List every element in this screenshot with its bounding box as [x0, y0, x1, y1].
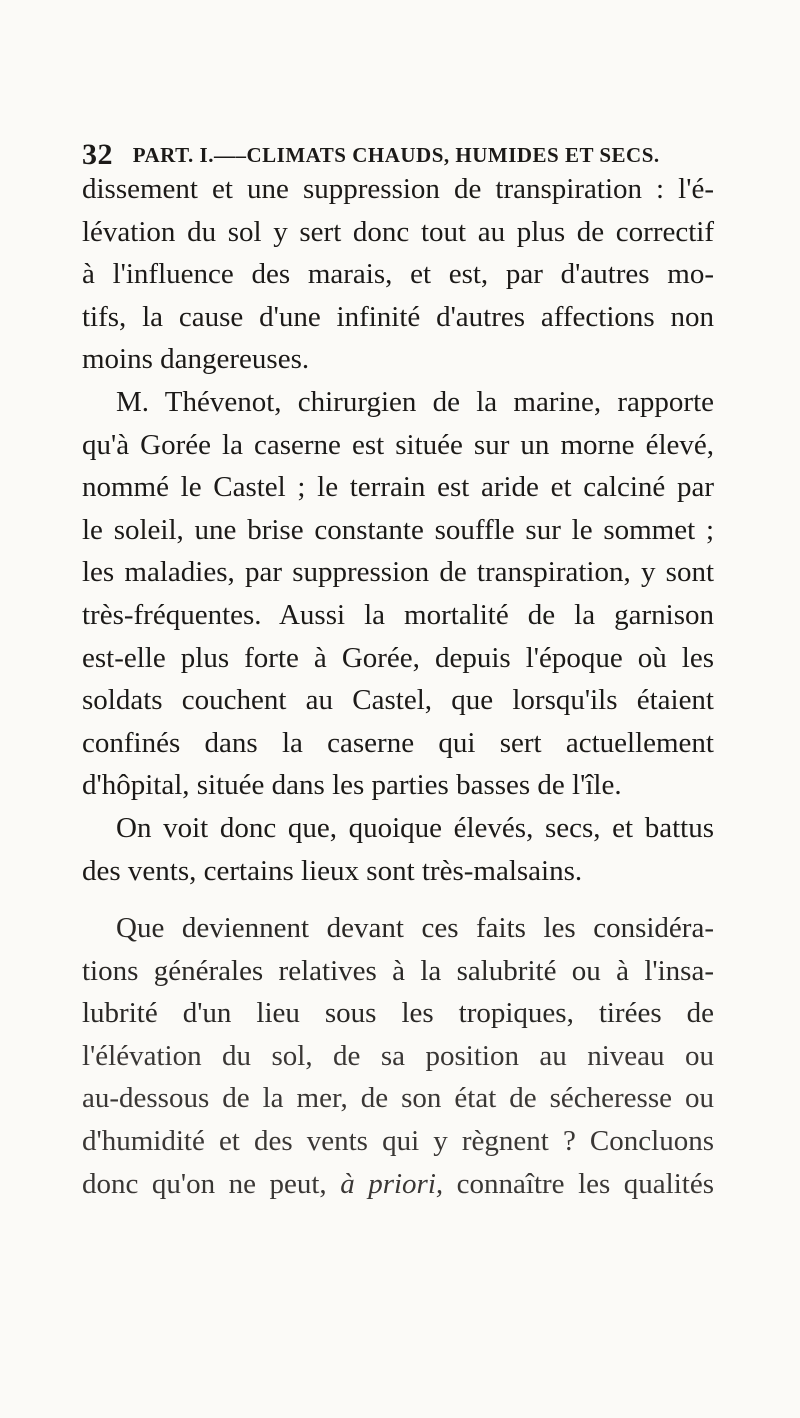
text-line: On voit donc que, quoique élevés, secs, et battus [116, 811, 714, 844]
body-text [82, 168, 714, 1205]
running-title: PART. I.—–CLIMATS CHAUDS, HUMIDES ET SECS. [132, 143, 660, 167]
paragraph-4 [82, 907, 714, 1205]
text-line: tions générales relatives à la salubrité ou à l'insa- [82, 954, 714, 987]
text-line: à l'influence des marais, et est, par d'autres mo- [82, 258, 714, 291]
text-line: moins dangereuses. [82, 343, 310, 376]
text-line: M. Thévenot, chirurgien de la marine, rapporte [116, 385, 714, 418]
text-line: les maladies, par suppression de transpiration, y sont [82, 556, 714, 589]
text-line: le soleil, une brise constante souffle sur le sommet ; [82, 513, 714, 546]
paragraph-2 [82, 381, 714, 807]
text-line: Que deviennent devant ces faits les considéra- [116, 912, 714, 945]
text-line: très-fréquentes. Aussi la mortalité de la garnison [82, 598, 714, 631]
text-line: soldats couchent au Castel, que lorsqu'ils étaient [82, 684, 714, 717]
text-line: lévation du sol y sert donc tout au plus de correctif [82, 215, 714, 248]
text-line: qu'à Gorée la caserne est située sur un morne élevé, [82, 428, 714, 461]
text-line: au-dessous de la mer, de son état de sécheresse ou [82, 1082, 714, 1115]
text-line: dissement et une suppression de transpiration : l'é- [82, 173, 714, 205]
last-line-start: donc qu'on ne peut, [82, 1167, 341, 1200]
text-line: des vents, certains lieux sont très-malsains. [82, 854, 583, 887]
paragraph-spacer [82, 892, 714, 907]
text-line: tifs, la cause d'une infinité d'autres affections non [82, 300, 714, 333]
italic-phrase: à priori, [340, 1167, 444, 1200]
text-line: d'humidité et des vents qui y règnent ? Concluons [82, 1125, 714, 1158]
last-line-end: connaître les qualités [443, 1167, 714, 1200]
text-line-last [82, 1163, 714, 1206]
page-number: 32 [82, 138, 113, 171]
text-line: lubrité d'un lieu sous les tropiques, tirées de [82, 997, 714, 1030]
text-line: est-elle plus forte à Gorée, depuis l'époque où les [82, 641, 714, 674]
text-line: d'hôpital, située dans les parties basses de l'île. [82, 769, 622, 802]
text-line: nommé le Castel ; le terrain est aride et calciné par [82, 471, 714, 504]
text-line: confinés dans la caserne qui sert actuellement [82, 726, 714, 759]
paragraph-3 [82, 807, 714, 892]
paragraph-1 [82, 168, 714, 381]
text-line: l'élévation du sol, de sa position au niveau ou [82, 1039, 714, 1072]
